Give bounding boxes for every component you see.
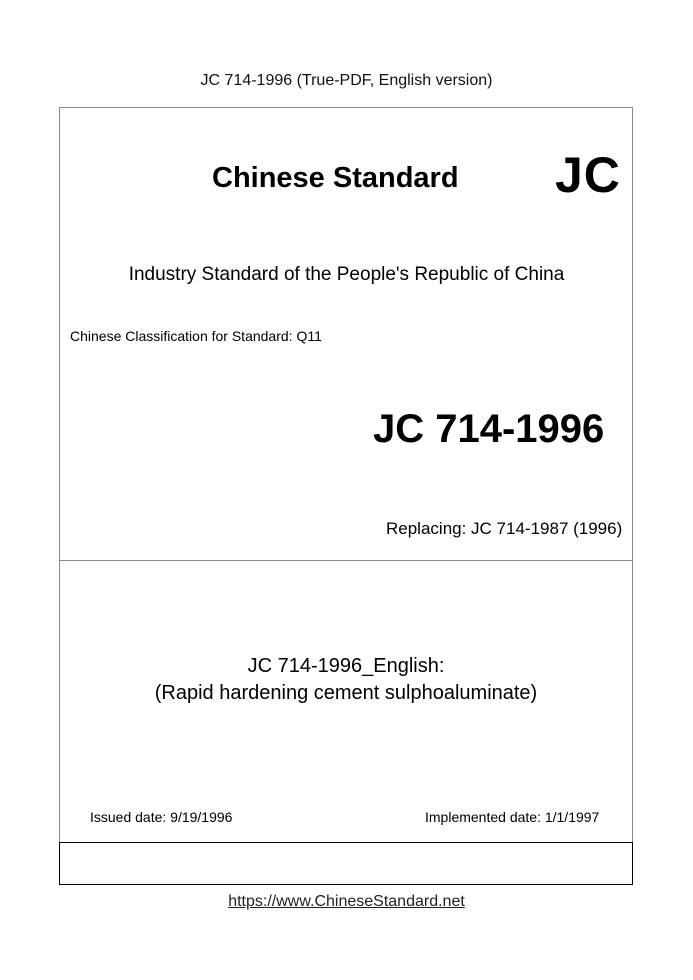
- implemented-date: Implemented date: 1/1/1997: [425, 809, 600, 825]
- english-title: [59, 653, 633, 707]
- cover-divider: [59, 560, 633, 561]
- standard-number: JC 714-1996: [373, 407, 605, 451]
- code-mark: JC: [555, 147, 621, 203]
- page-header: JC 714-1996 (True-PDF, English version): [200, 72, 493, 89]
- footer-link[interactable]: https://www.ChineseStandard.net: [228, 893, 465, 910]
- replacing-line: Replacing: JC 714-1987 (1996): [386, 519, 623, 538]
- cover-title: Chinese Standard: [212, 162, 459, 194]
- issued-date: Issued date: 9/19/1996: [90, 809, 233, 825]
- classification-line: Chinese Classification for Standard: Q11: [70, 328, 322, 344]
- english-title-line2: (Rapid hardening cement sulphoaluminate): [154, 682, 538, 704]
- cover-bottom-box: [59, 842, 633, 885]
- english-title-line1: JC 714-1996_English:: [247, 655, 445, 677]
- industry-line: Industry Standard of the People's Republic of China: [128, 264, 565, 285]
- cover-frame: [59, 107, 633, 885]
